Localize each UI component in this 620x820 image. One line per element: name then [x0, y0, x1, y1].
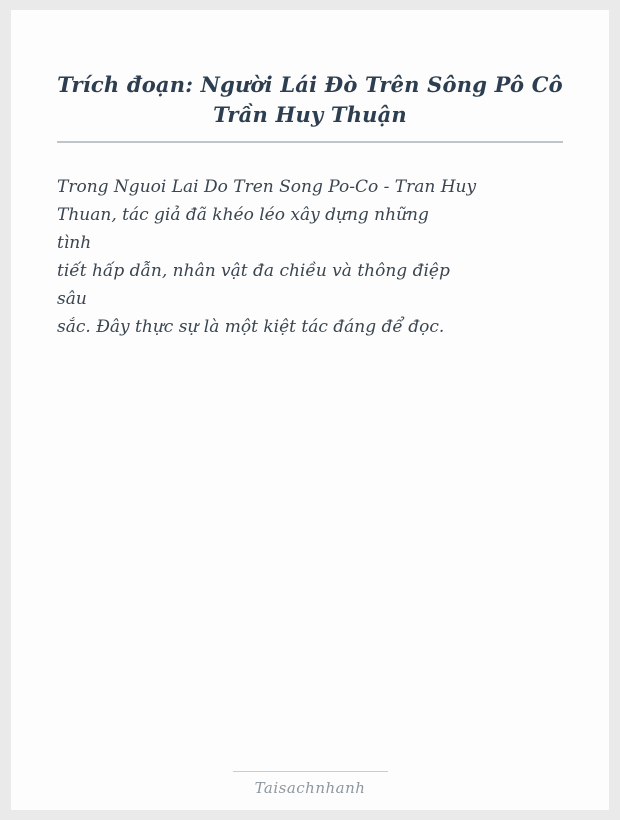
excerpt-line: Thuan, tác giả đã khéo léo xây dựng những [57, 205, 429, 225]
excerpt-line: sâu [57, 289, 87, 309]
excerpt-line: Trong Nguoi Lai Do Tren Song Po-Co - Tran Huy [57, 177, 477, 197]
title-divider [57, 141, 563, 143]
page-title: Trích đoạn: Người Lái Đò Trên Sông Pô Cô Trần Huy Thuận [57, 72, 563, 127]
document-page [11, 10, 609, 810]
page-footer [11, 771, 609, 797]
watermark-text: Taisachnhanh [254, 779, 366, 797]
excerpt-line: tình [57, 233, 92, 253]
footer-divider [233, 771, 388, 772]
excerpt-line: tiết hấp dẫn, nhân vật đa chiều và thông điệp [57, 261, 450, 281]
excerpt-line: sắc. Đây thực sự là một kiệt tác đáng để đọc. [57, 317, 445, 337]
excerpt-paragraph [57, 173, 563, 341]
